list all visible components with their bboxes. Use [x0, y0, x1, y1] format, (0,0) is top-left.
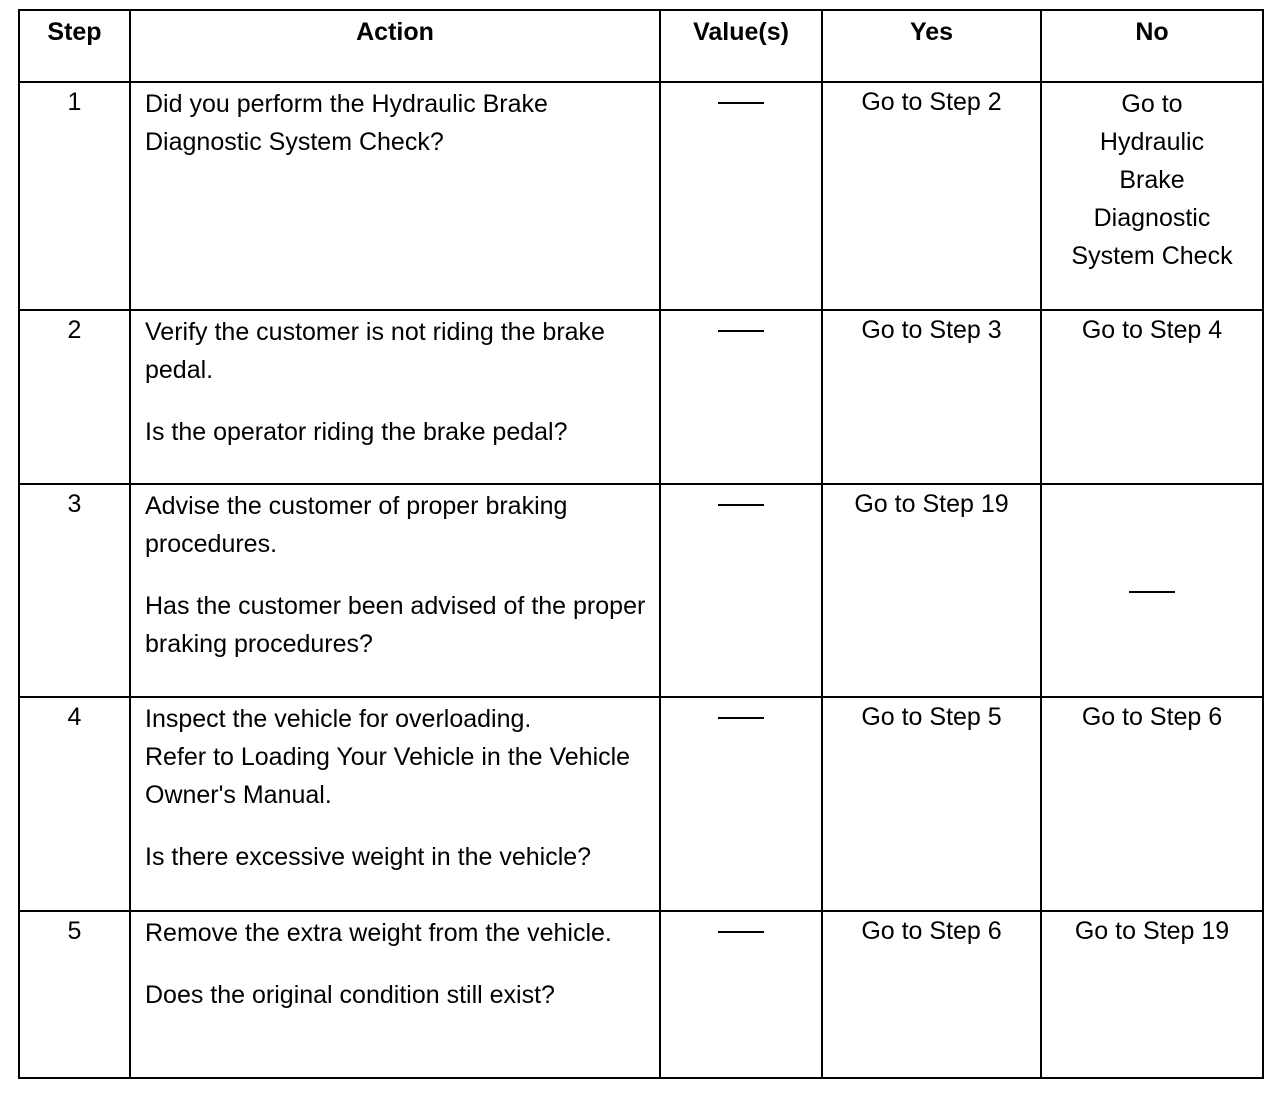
value-cell	[660, 911, 822, 1078]
no-cell	[1041, 911, 1263, 1078]
header-action: Action	[130, 10, 660, 82]
step-number: 5	[19, 911, 130, 1078]
value-cell	[660, 697, 822, 911]
action-cell	[130, 697, 660, 911]
yes-text: Go to Step 2	[861, 88, 1002, 116]
no-text: Go to Step 19	[1074, 917, 1230, 945]
action-question: Has the customer been advised of the proper braking procedures?	[145, 592, 646, 658]
step-number: 1	[19, 82, 130, 310]
yes-cell	[822, 911, 1041, 1078]
no-text-line: Go to	[1121, 90, 1183, 118]
diagnostic-table	[18, 9, 1264, 1079]
yes-cell	[822, 82, 1041, 310]
no-cell	[1041, 310, 1263, 484]
value-dash	[718, 931, 764, 933]
no-cell	[1041, 484, 1263, 697]
action-text: Remove the extra weight from the vehicle.	[145, 919, 612, 947]
yes-text: Go to Step 19	[854, 490, 1009, 518]
yes-text: Go to Step 5	[861, 703, 1002, 731]
table-row	[19, 484, 1263, 697]
action-text: Verify the customer is not riding the brake pedal.	[145, 318, 605, 384]
step-number: 4	[19, 697, 130, 911]
table-row	[19, 310, 1263, 484]
yes-cell	[822, 484, 1041, 697]
action-question: Is there excessive weight in the vehicle?	[145, 843, 592, 871]
yes-text: Go to Step 6	[861, 917, 1002, 945]
table-row	[19, 911, 1263, 1078]
action-cell	[130, 484, 660, 697]
yes-text: Go to Step 3	[861, 316, 1002, 344]
value-dash	[718, 504, 764, 506]
action-text: Refer to Loading Your Vehicle in the Vehicle Owner's Manual.	[145, 743, 631, 809]
action-question: Is the operator riding the brake pedal?	[145, 418, 568, 446]
value-cell	[660, 310, 822, 484]
value-dash	[718, 717, 764, 719]
value-dash	[718, 330, 764, 332]
no-text-line: Brake	[1119, 166, 1185, 194]
table-row	[19, 82, 1263, 310]
action-question: Does the original condition still exist?	[145, 981, 555, 1009]
action-cell	[130, 911, 660, 1078]
no-text-line: System Check	[1071, 242, 1233, 270]
action-text: Did you perform the Hydraulic Brake Diagnostic System Check?	[145, 90, 548, 156]
header-step: Step	[19, 10, 130, 82]
no-dash	[1129, 591, 1175, 593]
header-values: Value(s)	[660, 10, 822, 82]
value-cell	[660, 82, 822, 310]
header-yes: Yes	[822, 10, 1041, 82]
no-cell	[1041, 697, 1263, 911]
yes-cell	[822, 310, 1041, 484]
no-cell	[1041, 82, 1263, 310]
step-number: 2	[19, 310, 130, 484]
action-cell	[130, 310, 660, 484]
no-text: Go to Step 6	[1081, 703, 1223, 731]
action-text: Advise the customer of proper braking procedures.	[145, 492, 568, 558]
no-text-line: Diagnostic	[1093, 204, 1211, 232]
value-cell	[660, 484, 822, 697]
header-no: No	[1041, 10, 1263, 82]
action-cell	[130, 82, 660, 310]
no-text: Go to Step 4	[1081, 316, 1223, 344]
yes-cell	[822, 697, 1041, 911]
no-text-line: Hydraulic	[1099, 128, 1205, 156]
action-text: Inspect the vehicle for overloading.	[145, 705, 532, 733]
step-number: 3	[19, 484, 130, 697]
table-row	[19, 697, 1263, 911]
value-dash	[718, 102, 764, 104]
header-row	[19, 10, 1263, 82]
